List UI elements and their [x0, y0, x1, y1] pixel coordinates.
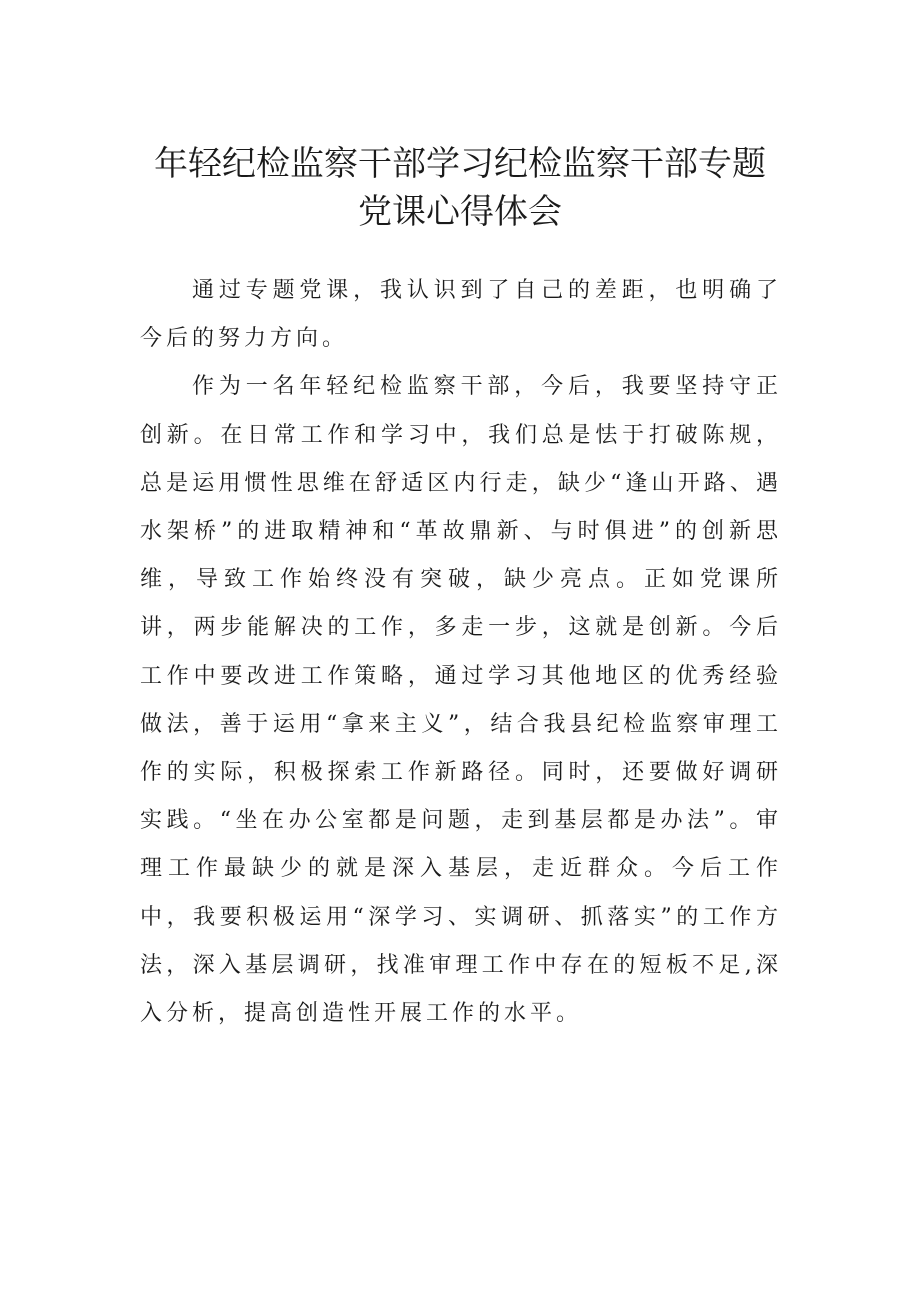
document-body — [140, 267, 782, 1038]
paragraph-intro: 通过专题党课，我认识到了自己的差距，也明确了今后的努力方向。 — [140, 278, 782, 352]
title-line-2: 党课心得体会 — [358, 192, 562, 232]
paragraph-main: 作为一名年轻纪检监察干部，今后，我要坚持守正创新。在日常工作和学习中，我们总是怯于打破陈规，总是运用惯性思维在舒适区内行走，缺少“逢山开路、遇水架桥”的进取精神和“革故鼎新、与时俱进”的创新思维，导致工作始终没有突破，缺少亮点。正如党课所讲，两步能解决的工作，多走一步，这就是创新。今后工作中要改进工作策略，通过学习其他地区的优秀经验做法，善于运用“拿来主义”，结合我县纪检监察审理工作的实际，积极探索工作新路径。同时，还要做好调研实践。“坐在办公室都是问题，走到基层都是办法”。审理工作最缺少的就是深入基层，走近群众。今后工作中，我要积极运用“深学习、实调研、抓落实”的工作方法，深入基层调研，找准审理工作中存在的短板不足,深入分析，提高创造性开展工作的水平。 — [140, 374, 782, 1027]
title-line-1: 年轻纪检监察干部学习纪检监察干部专题 — [154, 144, 766, 184]
document-title — [120, 140, 800, 236]
